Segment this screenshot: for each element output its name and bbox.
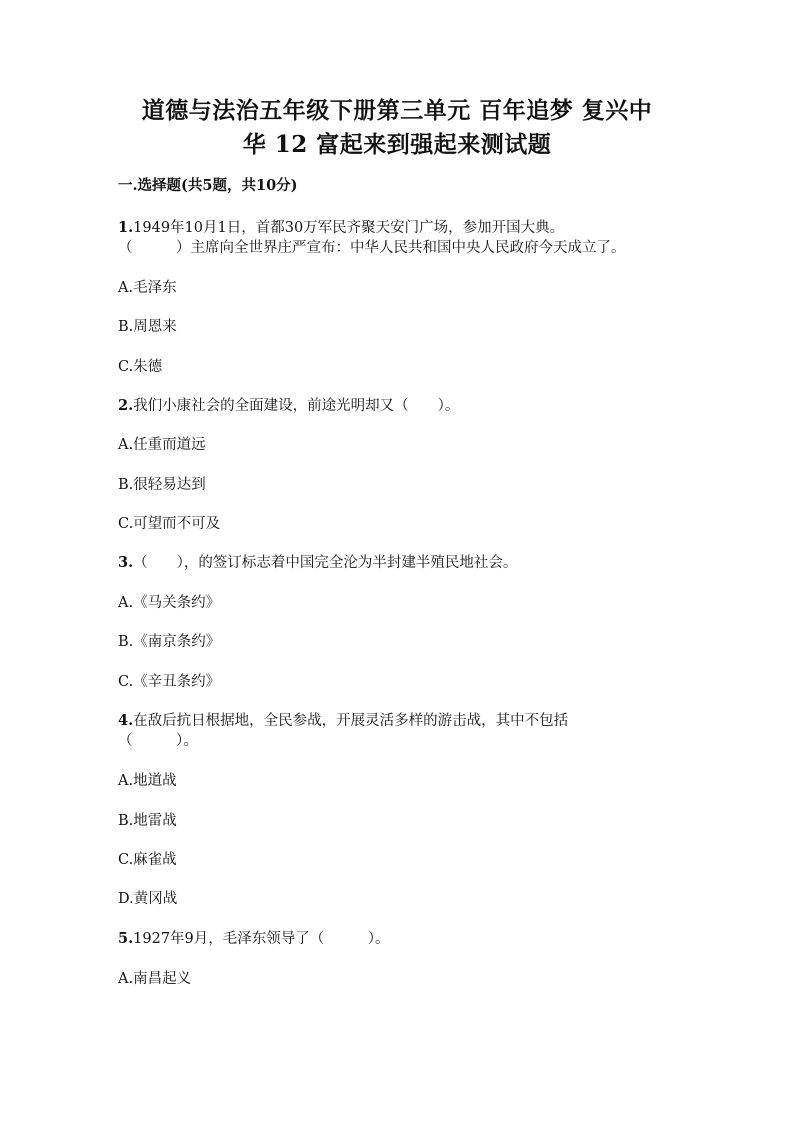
question-4-option-c: C.麻雀战 <box>118 852 177 868</box>
question-number: 4. <box>118 712 134 729</box>
question-3-option-c: C.《辛丑条约》 <box>118 674 221 690</box>
question-1-option-a: A.毛泽东 <box>118 280 177 296</box>
question-text: （ ），的签订标志着中国完全沦为半封建半殖民地社会。 <box>133 555 518 571</box>
question-2-option-b: B.很轻易达到 <box>118 477 206 493</box>
question-text: 1949年10月1日，首都30万军民齐聚天安门广场，参加开国大典。 <box>133 220 565 236</box>
document-title-line-1: 道德与法治五年级下册第三单元 百年追梦 复兴中 <box>141 97 653 124</box>
question-number: 2. <box>118 397 134 414</box>
question-3 <box>118 553 517 573</box>
question-5 <box>118 929 390 949</box>
question-5-option-a: A.南昌起义 <box>118 971 192 987</box>
question-1-option-c: C.朱德 <box>118 359 163 375</box>
question-text: 在敌后抗日根据地，全民参战，开展灵活多样的游击战，其中不包括 <box>133 713 569 729</box>
question-4 <box>118 711 568 731</box>
question-2-option-c: C.可望而不可及 <box>118 516 221 532</box>
question-2 <box>118 396 459 416</box>
section-heading: 一.选择题(共5题，共10分) <box>118 177 298 194</box>
question-1 <box>118 218 564 238</box>
question-1-option-b: B.周恩来 <box>118 319 177 335</box>
question-3-option-b: B.《南京条约》 <box>118 634 221 650</box>
question-4-option-b: B.地雷战 <box>118 813 177 829</box>
question-1-continuation: （ ）主席向全世界庄严宣布：中华人民共和国中央人民政府今天成立了。 <box>118 240 626 256</box>
question-number: 3. <box>118 554 134 571</box>
question-2-option-a: A.任重而道远 <box>118 437 206 453</box>
question-4-option-d: D.黄冈战 <box>118 891 178 907</box>
question-number: 1. <box>118 219 134 236</box>
question-4-continuation: （ ）。 <box>118 733 198 749</box>
question-text: 我们小康社会的全面建设，前途光明却又（ ）。 <box>133 398 460 414</box>
question-4-option-a: A.地道战 <box>118 773 177 789</box>
question-3-option-a: A.《马关条约》 <box>118 595 221 611</box>
question-text: 1927年9月，毛泽东领导了（ ）。 <box>133 931 390 947</box>
document-title-line-2: 华 12 富起来到强起来测试题 <box>242 131 552 158</box>
question-number: 5. <box>118 930 134 947</box>
